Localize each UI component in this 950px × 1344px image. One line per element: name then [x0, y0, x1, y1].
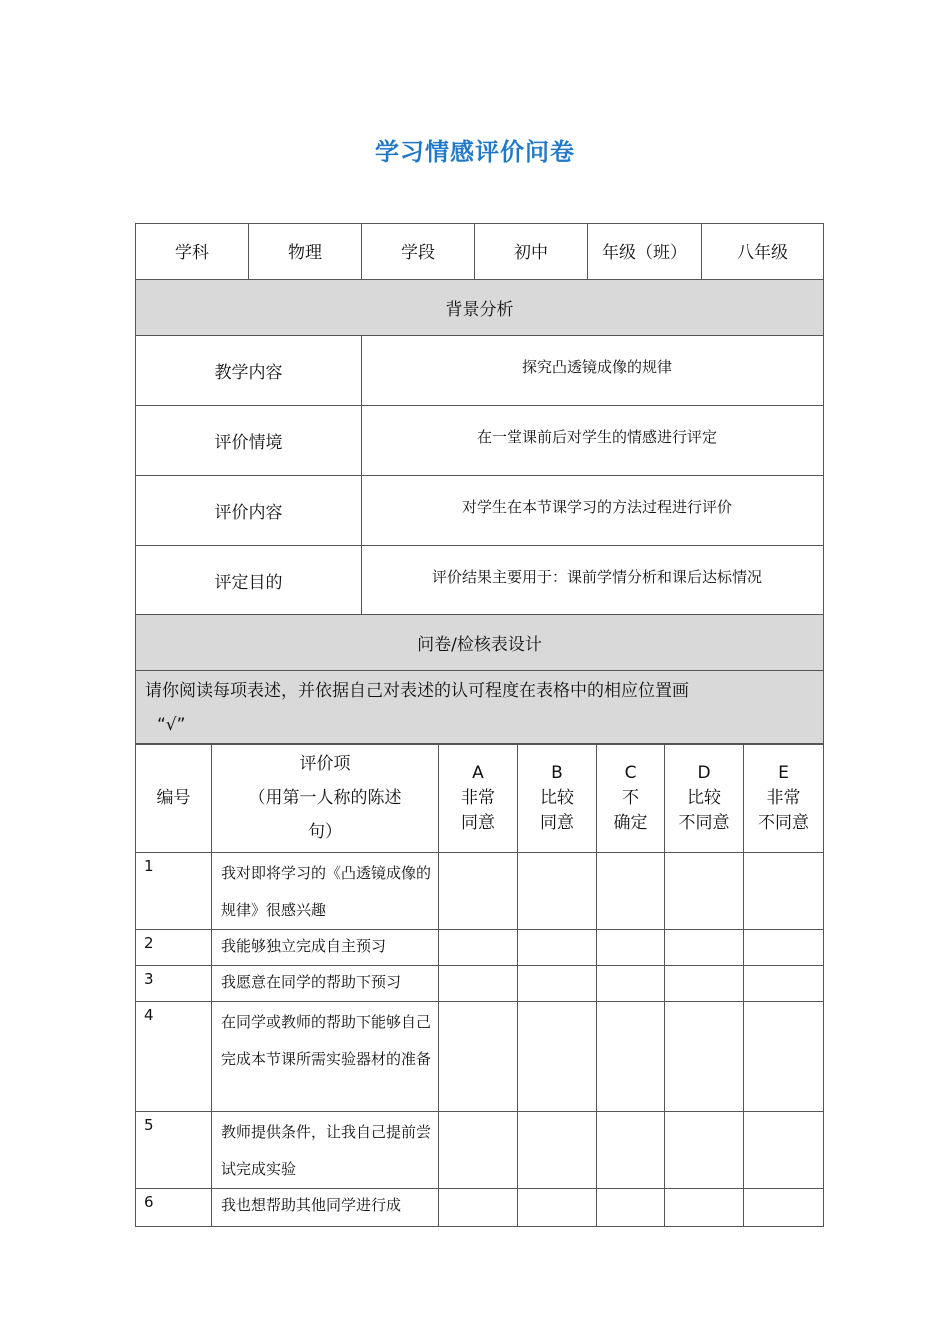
answer-cell-e[interactable]: [744, 1112, 824, 1189]
header-number: 编号: [136, 744, 212, 853]
row-statement: 在同学或教师的帮助下能够自己完成本节课所需实验器材的准备: [212, 1002, 439, 1112]
header-option-e: [744, 744, 824, 853]
answer-cell-c[interactable]: [597, 930, 665, 966]
stage-label: 学段: [362, 224, 475, 280]
instruction-line-2: “√”: [157, 715, 186, 735]
teaching-content-value: 探究凸透镜成像的规律: [362, 336, 824, 406]
answer-cell-c[interactable]: [597, 1189, 665, 1227]
option-e-line-1: 非常: [766, 787, 801, 808]
answer-cell-d[interactable]: [665, 1112, 744, 1189]
answer-cell-c[interactable]: [597, 853, 665, 930]
header-option-d: [665, 744, 744, 853]
row-number: 2: [136, 930, 212, 966]
answer-cell-b[interactable]: [518, 1112, 597, 1189]
answer-cell-e[interactable]: [744, 966, 824, 1002]
answer-cell-a[interactable]: [439, 930, 518, 966]
header-option-a: [439, 744, 518, 853]
answer-cell-a[interactable]: [439, 1112, 518, 1189]
answer-cell-a[interactable]: [439, 1189, 518, 1227]
answer-cell-a[interactable]: [439, 966, 518, 1002]
teaching-content-label: 教学内容: [136, 336, 362, 406]
header-item: [212, 744, 439, 853]
answer-cell-d[interactable]: [665, 1189, 744, 1227]
row-number: 6: [136, 1189, 212, 1227]
evaluation-purpose-value: 评价结果主要用于：课前学情分析和课后达标情况: [362, 546, 824, 615]
answer-cell-c[interactable]: [597, 1002, 665, 1112]
option-a-letter: A: [472, 762, 484, 783]
evaluation-content-value: 对学生在本节课学习的方法过程进行评价: [362, 476, 824, 546]
row-statement: 我能够独立完成自主预习: [212, 930, 439, 966]
answer-cell-a[interactable]: [439, 1002, 518, 1112]
row-number: 5: [136, 1112, 212, 1189]
answer-cell-b[interactable]: [518, 966, 597, 1002]
option-c-line-1: 不: [622, 787, 639, 808]
grade-label: 年级（班）: [588, 224, 702, 280]
option-e-line-2: 不同意: [758, 812, 809, 833]
subject-value: 物理: [249, 224, 362, 280]
answer-cell-e[interactable]: [744, 1002, 824, 1112]
instruction-cell: [136, 671, 824, 745]
table-row: [136, 930, 824, 966]
option-d-letter: D: [697, 762, 711, 783]
table-row: [136, 1112, 824, 1189]
option-a-line-2: 同意: [461, 812, 495, 833]
row-statement: 教师提供条件，让我自己提前尝试完成实验: [212, 1112, 439, 1189]
option-b-line-1: 比较: [540, 787, 574, 808]
header-item-line-1: 评价项: [299, 754, 351, 774]
option-c-line-2: 确定: [613, 812, 648, 833]
info-table: [135, 223, 824, 745]
evaluation-context-label: 评价情境: [136, 406, 362, 476]
stage-value: 初中: [475, 224, 588, 280]
option-b-line-2: 同意: [540, 812, 574, 833]
row-number: 4: [136, 1002, 212, 1112]
answer-cell-d[interactable]: [665, 1002, 744, 1112]
questionnaire-table: [135, 743, 824, 1227]
option-d-line-1: 比较: [687, 787, 721, 808]
option-c-letter: C: [624, 762, 637, 783]
header-option-b: [518, 744, 597, 853]
table-row: [136, 853, 824, 930]
row-statement: 我也想帮助其他同学进行成: [212, 1189, 439, 1227]
header-item-line-2: （用第一人称的陈述: [248, 788, 402, 808]
design-section-title: 问卷/检核表设计: [136, 615, 824, 671]
option-e-letter: E: [778, 762, 789, 783]
evaluation-purpose-label: 评定目的: [136, 546, 362, 615]
answer-cell-b[interactable]: [518, 853, 597, 930]
option-d-line-2: 不同意: [678, 812, 730, 833]
subject-label: 学科: [136, 224, 249, 280]
table-row: [136, 966, 824, 1002]
answer-cell-e[interactable]: [744, 1189, 824, 1227]
answer-cell-b[interactable]: [518, 1002, 597, 1112]
answer-cell-a[interactable]: [439, 853, 518, 930]
grade-value: 八年级: [702, 224, 824, 280]
answer-cell-d[interactable]: [665, 853, 744, 930]
instruction-line-1: 请你阅读每项表述，并依据自己对表述的认可程度在表格中的相应位置画: [145, 681, 689, 701]
row-statement: 我愿意在同学的帮助下预习: [212, 966, 439, 1002]
answer-cell-b[interactable]: [518, 1189, 597, 1227]
row-number: 1: [136, 853, 212, 930]
table-row: [136, 1189, 824, 1227]
option-b-letter: B: [551, 762, 563, 783]
background-section-title: 背景分析: [136, 280, 824, 336]
evaluation-context-value: 在一堂课前后对学生的情感进行评定: [362, 406, 824, 476]
answer-cell-c[interactable]: [597, 966, 665, 1002]
answer-cell-e[interactable]: [744, 853, 824, 930]
option-a-line-1: 非常: [461, 787, 495, 808]
header-item-line-3: 句）: [308, 822, 342, 842]
answer-cell-d[interactable]: [665, 966, 744, 1002]
answer-cell-e[interactable]: [744, 930, 824, 966]
answer-cell-d[interactable]: [665, 930, 744, 966]
page-title: 学习情感评价问卷: [375, 138, 575, 166]
evaluation-content-label: 评价内容: [136, 476, 362, 546]
table-row: [136, 1002, 824, 1112]
answer-cell-b[interactable]: [518, 930, 597, 966]
row-statement: 我对即将学习的《凸透镜成像的规律》很感兴趣: [212, 853, 439, 930]
row-number: 3: [136, 966, 212, 1002]
header-option-c: [597, 744, 665, 853]
answer-cell-c[interactable]: [597, 1112, 665, 1189]
